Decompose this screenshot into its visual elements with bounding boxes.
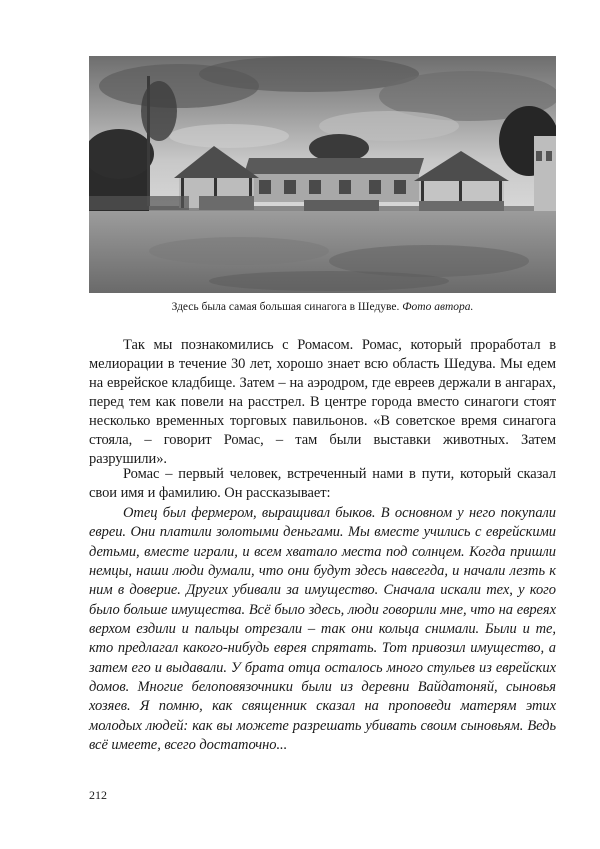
caption-text: Здесь была самая большая синагога в Шедуве.: [171, 301, 400, 313]
page-number: 212: [89, 788, 107, 802]
photo-caption: [89, 300, 556, 314]
photo-image: [89, 56, 556, 293]
quote-paragraph: Отец был фермером, выращивал быков. В основном у него покупали евреи. Они платили золотыми деньгами. Мы вместе учились с еврейскими детьми, вместе играли, и всем хватало места под солнцем. Когда пришли немцы, наши люди думали, что они будут здесь навсегда, и начали лезть к ним в доверие. Других убивали за имущество. Сначала искали тех, у кого было больше имущества. Всё было здесь, люди говорили мне, что на евреях верхом ездили и пальцы отрезали – так они кольца снимали. Были и те, кто предлагал какого-нибудь еврея спрятать. Тот привозил имущество, а затем его и выдавали. У брата отца осталось много стульев из еврейских домов. Многие белоповязочники были из деревни Вайдатоняй, сыновья хозяев. Я помню, как священник сказал на проповеди матерям этих молодых людей: как вы можете разрешать убивать своим сыновьям. Ведь всё имеете, всего достаточно...: [89, 505, 556, 754]
paragraph: Ромас – первый человек, встреченный нами в пути, который сказал свои имя и фамилию. Он рассказывает:: [89, 466, 556, 501]
paragraph: Так мы познакомились с Ромасом. Ромас, который проработал в мелиорации в течение 30 лет, хорошо знает всю область Шедува. Мы едем на еврейское кладбище. Затем – на аэродром, где евреев держали в ангарах, перед тем как повели на расстрел. В центре города вместо синагоги стоят несколько временных торговых павильонов. «В советское время синагога стояла, – говорит Ромас, – там были выставки животных. Затем разрушили».: [89, 337, 556, 467]
synagogue-site-photo: [89, 56, 556, 293]
caption-credit: Фото автора.: [402, 301, 474, 313]
